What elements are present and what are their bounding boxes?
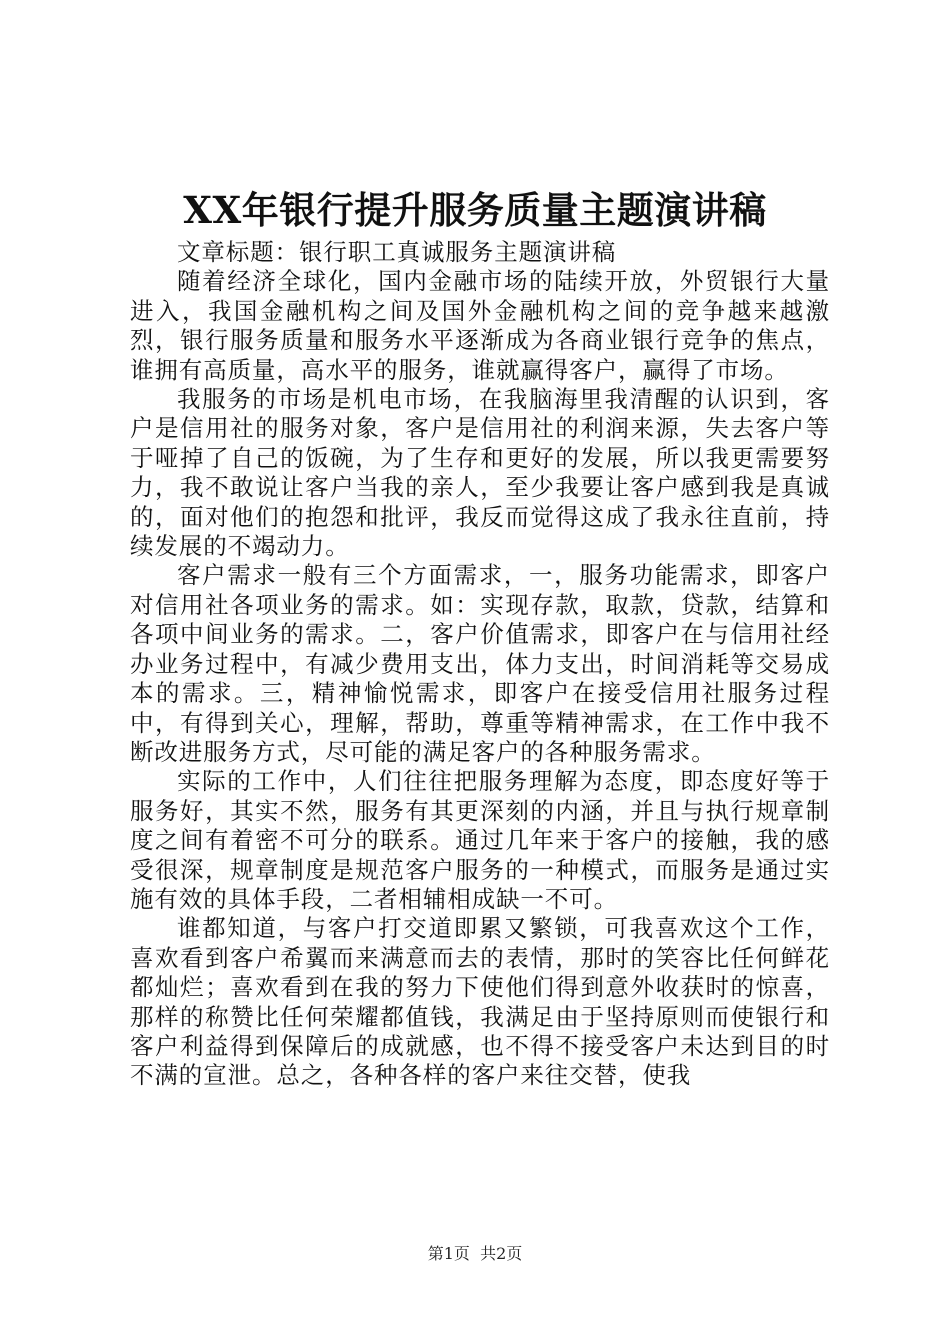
page-footer bbox=[0, 1244, 950, 1264]
paragraph: 客户需求一般有三个方面需求，一，服务功能需求，即客户对信用社各项业务的需求。如：实现存款，取款，贷款，结算和各项中间业务的需求。二，客户价值需求，即客户在与信用社经办业务过程中，有减少费用支出，体力支出，时间消耗等交易成本的需求。三，精神愉悦需求，即客户在接受信用社服务过程中，有得到关心，理解，帮助，尊重等精神需求，在工作中我不断改进服务方式，尽可能的满足客户的各种服务需求。 bbox=[130, 561, 830, 766]
article-subtitle: 文章标题：银行职工真诚服务主题演讲稿 bbox=[177, 238, 617, 266]
paragraph: 随着经济全球化，国内金融市场的陆续开放，外贸银行大量进入，我国金融机构之间及国外金融机构之间的竞争越来越激烈，银行服务质量和服务水平逐渐成为各商业银行竞争的焦点，谁拥有高质量，高水平的服务，谁就赢得客户，赢得了市场。 bbox=[130, 267, 830, 384]
document-body bbox=[130, 238, 830, 1091]
document-title: XX年银行提升服务质量主题演讲稿 bbox=[183, 188, 767, 232]
page-total: 共2页 bbox=[480, 1244, 523, 1263]
paragraph: 谁都知道，与客户打交道即累又繁锁，可我喜欢这个工作，喜欢看到客户希翼而来满意而去的表情，那时的笑容比任何鲜花都灿烂；喜欢看到在我的努力下使他们得到意外收获时的惊喜，那样的称赞比任何荣耀都值钱，我满足由于坚持原则而使银行和客户利益得到保障后的成就感，也不得不接受客户未达到目的时不满的宣泄。总之，各种各样的客户来往交替，使我 bbox=[130, 914, 830, 1090]
paragraph: 我服务的市场是机电市场，在我脑海里我清醒的认识到，客户是信用社的服务对象，客户是信用社的利润来源，失去客户等于哑掉了自己的饭碗，为了生存和更好的发展，所以我更需要努力，我不敢说让客户当我的亲人，至少我要让客户感到我是真诚的，面对他们的抱怨和批评，我反而觉得这成了我永往直前，持续发展的不竭动力。 bbox=[130, 385, 830, 561]
paragraph: 实际的工作中，人们往往把服务理解为态度，即态度好等于服务好，其实不然，服务有其更深刻的内涵，并且与执行规章制度之间有着密不可分的联系。通过几年来于客户的接触，我的感受很深，规章制度是规范客户服务的一种模式，而服务是通过实施有效的具体手段，二者相辅相成缺一不可。 bbox=[130, 767, 830, 913]
page-number: 第1页 bbox=[427, 1244, 470, 1263]
